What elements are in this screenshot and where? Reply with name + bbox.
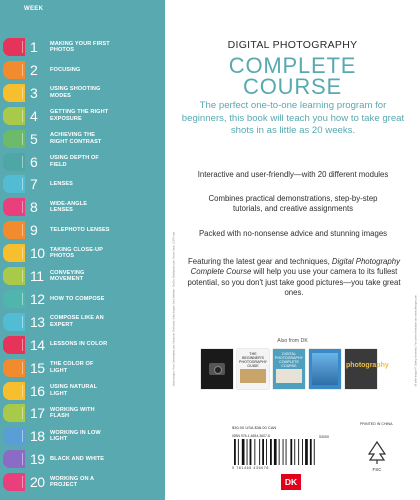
week-title: COMPOSE LIKE AN EXPERT	[50, 315, 104, 328]
price-code: 53000	[319, 435, 329, 439]
week-row-13	[30, 312, 110, 332]
week-number: 1	[30, 39, 38, 55]
isbn-barcode	[232, 439, 316, 465]
week-tab-9[interactable]	[3, 221, 25, 239]
closing-text-end: will help you use your camera to its fullest potential, so you don't just take good pictures—you take great ones.	[187, 267, 401, 298]
week-row-2	[30, 60, 110, 80]
feature-text-1: Interactive and user-friendly—with 20 different modules	[197, 170, 389, 179]
week-title: WORKING IN LOW LIGHT	[50, 429, 101, 443]
book-title-line2: COURSE	[243, 74, 342, 99]
week-tab-4[interactable]	[3, 107, 25, 125]
week-row-19	[30, 449, 110, 469]
week-number: 11	[30, 268, 44, 284]
week-tab-14[interactable]	[3, 336, 25, 354]
week-row-18	[30, 426, 110, 446]
week-title: USING NATURAL LIGHT	[50, 384, 98, 397]
week-tab-3[interactable]	[3, 84, 25, 102]
week-tab-5[interactable]	[3, 130, 25, 148]
related-book-3[interactable]	[273, 349, 305, 389]
week-tab-6[interactable]	[3, 153, 25, 171]
related-book-2[interactable]	[237, 349, 269, 389]
feature-text-2: Combines practical demonstrations, step-by-step tutorials, and creative assignments	[208, 194, 378, 214]
image-credits-left: Jacket images: Front: Dreamstime.com: Alexander Chizhenok; Getty Images: Jens Beierlein / EyeEm; iStockphoto.com: Freder; Back: 123RF.com	[172, 231, 176, 387]
week-row-6	[30, 152, 110, 172]
week-title: LESSONS IN COLOR	[50, 341, 108, 348]
week-number: 7	[30, 176, 38, 193]
image-credits-right: All other images © Dorling Kindersley. For further information see: www.dkimages.com	[414, 295, 418, 387]
week-title: LENSES	[50, 181, 73, 188]
related-book-1[interactable]	[201, 349, 233, 389]
lead-paragraph: The perfect one-to-one learning program for beginners, this book will teach you how to take great shots in as little as 20 weeks.	[181, 100, 405, 137]
week-row-16	[30, 381, 110, 401]
week-title: CONVEYING MOVEMENT	[50, 269, 85, 282]
week-tab-11[interactable]	[3, 267, 25, 285]
closing-paragraph	[179, 257, 409, 299]
week-row-11	[30, 266, 110, 286]
week-title: MAKING YOUR FIRST PHOTOS	[50, 40, 110, 53]
week-title: TELEPHOTO LENSES	[50, 226, 110, 233]
week-row-3	[30, 83, 110, 103]
related-book-5[interactable]	[345, 349, 389, 389]
price-label: $30.00 USA $38.00 CAN	[232, 425, 277, 430]
fsc-label: FSC	[372, 467, 382, 472]
week-number: 3	[30, 84, 38, 101]
week-tab-16[interactable]	[3, 382, 25, 400]
week-tab-17[interactable]	[3, 404, 25, 422]
week-title: WORKING WITH FLASH	[50, 406, 95, 420]
week-tab-18[interactable]	[3, 427, 25, 445]
related-book-3-title: DIGITAL PHOTOGRAPHY COMPLETE COURSE	[275, 352, 303, 368]
back-cover-content	[165, 0, 420, 500]
week-tab-8[interactable]	[3, 198, 25, 216]
also-from-label: Also from DK	[277, 338, 308, 344]
week-index-panel	[0, 0, 165, 500]
closing-book-title: Digital Photography Complete Course	[190, 257, 400, 277]
week-number: 2	[30, 61, 38, 78]
related-book-2-title: THE BEGINNER'S PHOTOGRAPHY GUIDE	[239, 352, 267, 368]
dk-logo: DK	[281, 474, 301, 490]
week-tab-13[interactable]	[3, 313, 25, 331]
week-tab-1[interactable]	[3, 38, 25, 56]
feature-text-3: Packed with no-nonsense advice and stunning images	[198, 229, 388, 238]
week-title: USING SHOOTING MODES	[50, 86, 101, 99]
book-title-line1: COMPLETE	[228, 53, 357, 78]
week-row-4	[30, 106, 110, 126]
week-row-14	[30, 335, 110, 355]
week-row-8	[30, 197, 110, 217]
week-tab-7[interactable]	[3, 175, 25, 193]
week-number: 8	[30, 199, 38, 216]
related-book-4[interactable]	[309, 349, 341, 389]
week-title: HOW TO COMPOSE	[50, 295, 105, 302]
week-number: 10	[30, 245, 45, 262]
barcode-digits: 9 781465 436078	[232, 466, 269, 470]
week-number: 6	[30, 153, 38, 170]
closing-text-start: Featuring the latest gear and techniques,	[188, 257, 332, 266]
week-number: 15	[30, 359, 45, 376]
tree-icon	[365, 440, 389, 464]
week-row-1	[30, 37, 110, 57]
week-row-10	[30, 243, 110, 263]
week-row-17	[30, 403, 110, 423]
week-number: 13	[30, 313, 45, 330]
week-tab-12[interactable]	[3, 290, 25, 308]
week-number: 12	[30, 290, 45, 307]
week-title: WIDE-ANGLE LENSES	[50, 200, 88, 214]
week-row-20	[30, 472, 110, 492]
week-number: 16	[30, 382, 45, 399]
week-number: 5	[30, 130, 38, 147]
week-tab-10[interactable]	[3, 244, 25, 262]
week-title: FOCUSING	[50, 66, 81, 73]
week-number: 9	[30, 222, 38, 239]
week-title: ACHIEVING THE RIGHT CONTRAST	[50, 132, 102, 145]
week-title: BLACK AND WHITE	[50, 455, 105, 462]
week-number: 20	[30, 474, 45, 491]
week-number: 17	[30, 405, 45, 422]
week-row-7	[30, 174, 110, 194]
week-title: WORKING ON A PROJECT	[50, 475, 94, 489]
week-tab-19[interactable]	[3, 450, 25, 468]
printed-in-label: PRINTED IN CHINA	[360, 422, 393, 426]
week-number: 14	[30, 336, 45, 353]
week-number: 4	[30, 107, 38, 124]
week-tab-15[interactable]	[3, 359, 25, 377]
week-title: TAKING CLOSE-UP PHOTOS	[50, 246, 103, 260]
week-title: GETTING THE RIGHT EXPOSURE	[50, 109, 109, 122]
week-row-12	[30, 289, 110, 309]
week-number: 18	[30, 428, 45, 445]
week-row-5	[30, 129, 110, 149]
week-tab-20[interactable]	[3, 473, 25, 491]
week-row-15	[30, 358, 110, 378]
week-heading: WEEK	[24, 6, 44, 12]
isbn-label: ISBN 978-1-4654-3607-8	[232, 434, 270, 438]
book-subtitle: DIGITAL PHOTOGRAPHY	[227, 39, 358, 51]
week-title: USING DEPTH OF FIELD	[50, 155, 99, 168]
week-number: 19	[30, 451, 45, 468]
related-book-5-title: photography	[346, 362, 389, 369]
fsc-logo	[365, 440, 389, 472]
week-row-9	[30, 220, 110, 240]
week-tab-2[interactable]	[3, 61, 25, 79]
week-title: THE COLOR OF LIGHT	[50, 361, 94, 374]
